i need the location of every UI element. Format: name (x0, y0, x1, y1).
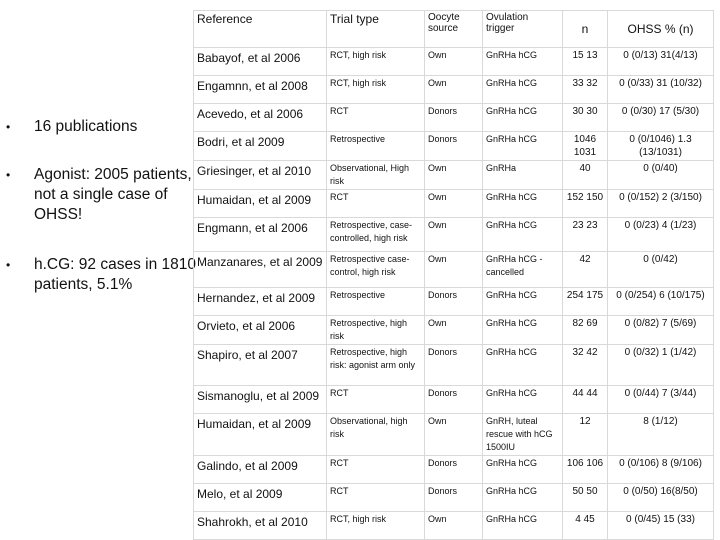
oocyte-source-cell: Donors (425, 345, 483, 386)
trial-type-cell: Observational, high risk (327, 414, 425, 456)
reference-cell: Engmann, et al 2006 (194, 218, 327, 252)
table-row (194, 218, 714, 252)
reference-cell: Hernandez, et al 2009 (194, 288, 327, 316)
ohss-cell: 0 (0/1046) 1.3 (13/1031) (608, 132, 714, 161)
ohss-cell: 0 (0/254) 6 (10/175) (608, 288, 714, 316)
n-cell: 23 23 (563, 218, 608, 252)
ovulation-trigger-cell: GnRHa hCG (483, 76, 563, 104)
oocyte-source-cell: Own (425, 161, 483, 190)
oocyte-source-cell: Own (425, 512, 483, 540)
header-trial-type: Trial type (327, 11, 425, 48)
n-cell: 152 150 (563, 190, 608, 218)
ovulation-trigger-cell: GnRHa hCG (483, 456, 563, 484)
n-cell: 40 (563, 161, 608, 190)
reference-cell: Babayof, et al 2006 (194, 48, 327, 76)
oocyte-source-cell: Own (425, 76, 483, 104)
n-cell: 82 69 (563, 316, 608, 345)
oocyte-source-cell: Donors (425, 132, 483, 161)
ovulation-trigger-cell: GnRHa hCG (483, 190, 563, 218)
oocyte-source-cell: Donors (425, 386, 483, 414)
reference-cell: Humaidan, et al 2009 (194, 190, 327, 218)
header-ohss: OHSS % (n) (608, 11, 714, 48)
reference-cell: Engamnn, et al 2008 (194, 76, 327, 104)
ovulation-trigger-cell: GnRHa hCG (483, 48, 563, 76)
ovulation-trigger-cell: GnRHa hCG (483, 345, 563, 386)
table-row (194, 288, 714, 316)
ovulation-trigger-cell: GnRHa hCG (483, 512, 563, 540)
n-cell: 254 175 (563, 288, 608, 316)
header-oocyte-source: Oocyte source (425, 11, 483, 48)
trial-type-cell: RCT, high risk (327, 512, 425, 540)
n-cell: 12 (563, 414, 608, 456)
bullet-text: Agonist: 2005 patients, not a single case of OHSS! (34, 166, 192, 223)
ohss-cell: 0 (0/44) 7 (3/44) (608, 386, 714, 414)
trial-type-cell: Retrospective, high risk: agonist arm only (327, 345, 425, 386)
ovulation-trigger-cell: GnRH, luteal rescue with hCG 1500IU (483, 414, 563, 456)
header-n: n (563, 11, 608, 48)
oocyte-source-cell: Own (425, 316, 483, 345)
ohss-cell: 0 (0/40) (608, 161, 714, 190)
ovulation-trigger-cell: GnRHa (483, 161, 563, 190)
n-cell: 30 30 (563, 104, 608, 132)
bullet-text: 16 publications (34, 118, 138, 135)
bullet-marker: • (6, 168, 11, 182)
ohss-cell: 0 (0/50) 16(8/50) (608, 484, 714, 512)
oocyte-source-cell: Own (425, 48, 483, 76)
bullet-marker: • (6, 120, 11, 134)
ovulation-trigger-cell: GnRHa hCG (483, 104, 563, 132)
trial-type-cell: Retrospective case-control, high risk (327, 252, 425, 288)
n-cell: 15 13 (563, 48, 608, 76)
reference-cell: Orvieto, et al 2006 (194, 316, 327, 345)
reference-cell: Sismanoglu, et al 2009 (194, 386, 327, 414)
reference-cell: Shapiro, et al 2007 (194, 345, 327, 386)
reference-cell: Melo, et al 2009 (194, 484, 327, 512)
ovulation-trigger-cell: GnRHa hCG (483, 386, 563, 414)
reference-cell: Manzanares, et al 2009 (194, 252, 327, 288)
oocyte-source-cell: Own (425, 218, 483, 252)
ohss-cell: 0 (0/106) 8 (9/106) (608, 456, 714, 484)
ovulation-trigger-cell: GnRHa hCG (483, 218, 563, 252)
table-row (194, 161, 714, 190)
header-ovulation-trigger: Ovulation trigger (483, 11, 563, 48)
oocyte-source-cell: Own (425, 252, 483, 288)
header-reference: Reference (194, 11, 327, 48)
trial-type-cell: RCT (327, 456, 425, 484)
ohss-studies-table (193, 10, 714, 540)
ohss-cell: 0 (0/152) 2 (3/150) (608, 190, 714, 218)
ovulation-trigger-cell: GnRHa hCG (483, 316, 563, 345)
table-row (194, 484, 714, 512)
bullet-text: h.CG: 92 cases in 1810 patients, 5.1% (34, 256, 196, 293)
ohss-cell: 0 (0/82) 7 (5/69) (608, 316, 714, 345)
reference-cell: Galindo, et al 2009 (194, 456, 327, 484)
trial-type-cell: RCT, high risk (327, 76, 425, 104)
n-cell: 4 45 (563, 512, 608, 540)
table-row (194, 190, 714, 218)
reference-cell: Acevedo, et al 2006 (194, 104, 327, 132)
n-cell: 50 50 (563, 484, 608, 512)
n-cell: 32 42 (563, 345, 608, 386)
oocyte-source-cell: Donors (425, 484, 483, 512)
table-row (194, 456, 714, 484)
trial-type-cell: Retrospective (327, 132, 425, 161)
table-row (194, 345, 714, 386)
n-cell: 42 (563, 252, 608, 288)
ovulation-trigger-cell: GnRHa hCG (483, 288, 563, 316)
ovulation-trigger-cell: GnRHa hCG (483, 484, 563, 512)
ohss-cell: 0 (0/42) (608, 252, 714, 288)
table-row (194, 414, 714, 456)
oocyte-source-cell: Own (425, 414, 483, 456)
table-row (194, 104, 714, 132)
trial-type-cell: Retrospective, high risk (327, 316, 425, 345)
trial-type-cell: Retrospective, case-controlled, high risk (327, 218, 425, 252)
oocyte-source-cell: Donors (425, 456, 483, 484)
ohss-cell: 0 (0/23) 4 (1/23) (608, 218, 714, 252)
oocyte-source-cell: Donors (425, 288, 483, 316)
trial-type-cell: RCT (327, 386, 425, 414)
ovulation-trigger-cell: GnRHa hCG (483, 132, 563, 161)
table-row (194, 132, 714, 161)
n-cell: 33 32 (563, 76, 608, 104)
n-cell: 106 106 (563, 456, 608, 484)
reference-cell: Humaidan, et al 2009 (194, 414, 327, 456)
trial-type-cell: Retrospective (327, 288, 425, 316)
reference-cell: Bodri, et al 2009 (194, 132, 327, 161)
table-row (194, 252, 714, 288)
table-header-row (194, 11, 714, 48)
ohss-cell: 8 (1/12) (608, 414, 714, 456)
trial-type-cell: RCT, high risk (327, 48, 425, 76)
reference-cell: Shahrokh, et al 2010 (194, 512, 327, 540)
ohss-cell: 0 (0/13) 31(4/13) (608, 48, 714, 76)
table-row (194, 386, 714, 414)
oocyte-source-cell: Own (425, 190, 483, 218)
table-row (194, 48, 714, 76)
n-cell: 44 44 (563, 386, 608, 414)
oocyte-source-cell: Donors (425, 104, 483, 132)
reference-cell: Griesinger, et al 2010 (194, 161, 327, 190)
trial-type-cell: RCT (327, 104, 425, 132)
trial-type-cell: RCT (327, 190, 425, 218)
ovulation-trigger-cell: GnRHa hCG - cancelled (483, 252, 563, 288)
table-row (194, 76, 714, 104)
trial-type-cell: RCT (327, 484, 425, 512)
n-cell: 1046 1031 (563, 132, 608, 161)
ohss-cell: 0 (0/32) 1 (1/42) (608, 345, 714, 386)
ohss-cell: 0 (0/30) 17 (5/30) (608, 104, 714, 132)
trial-type-cell: Observational, High risk (327, 161, 425, 190)
ohss-cell: 0 (0/33) 31 (10/32) (608, 76, 714, 104)
ohss-cell: 0 (0/45) 15 (33) (608, 512, 714, 540)
table-row (194, 512, 714, 540)
bullet-marker: • (6, 258, 11, 272)
table-row (194, 316, 714, 345)
